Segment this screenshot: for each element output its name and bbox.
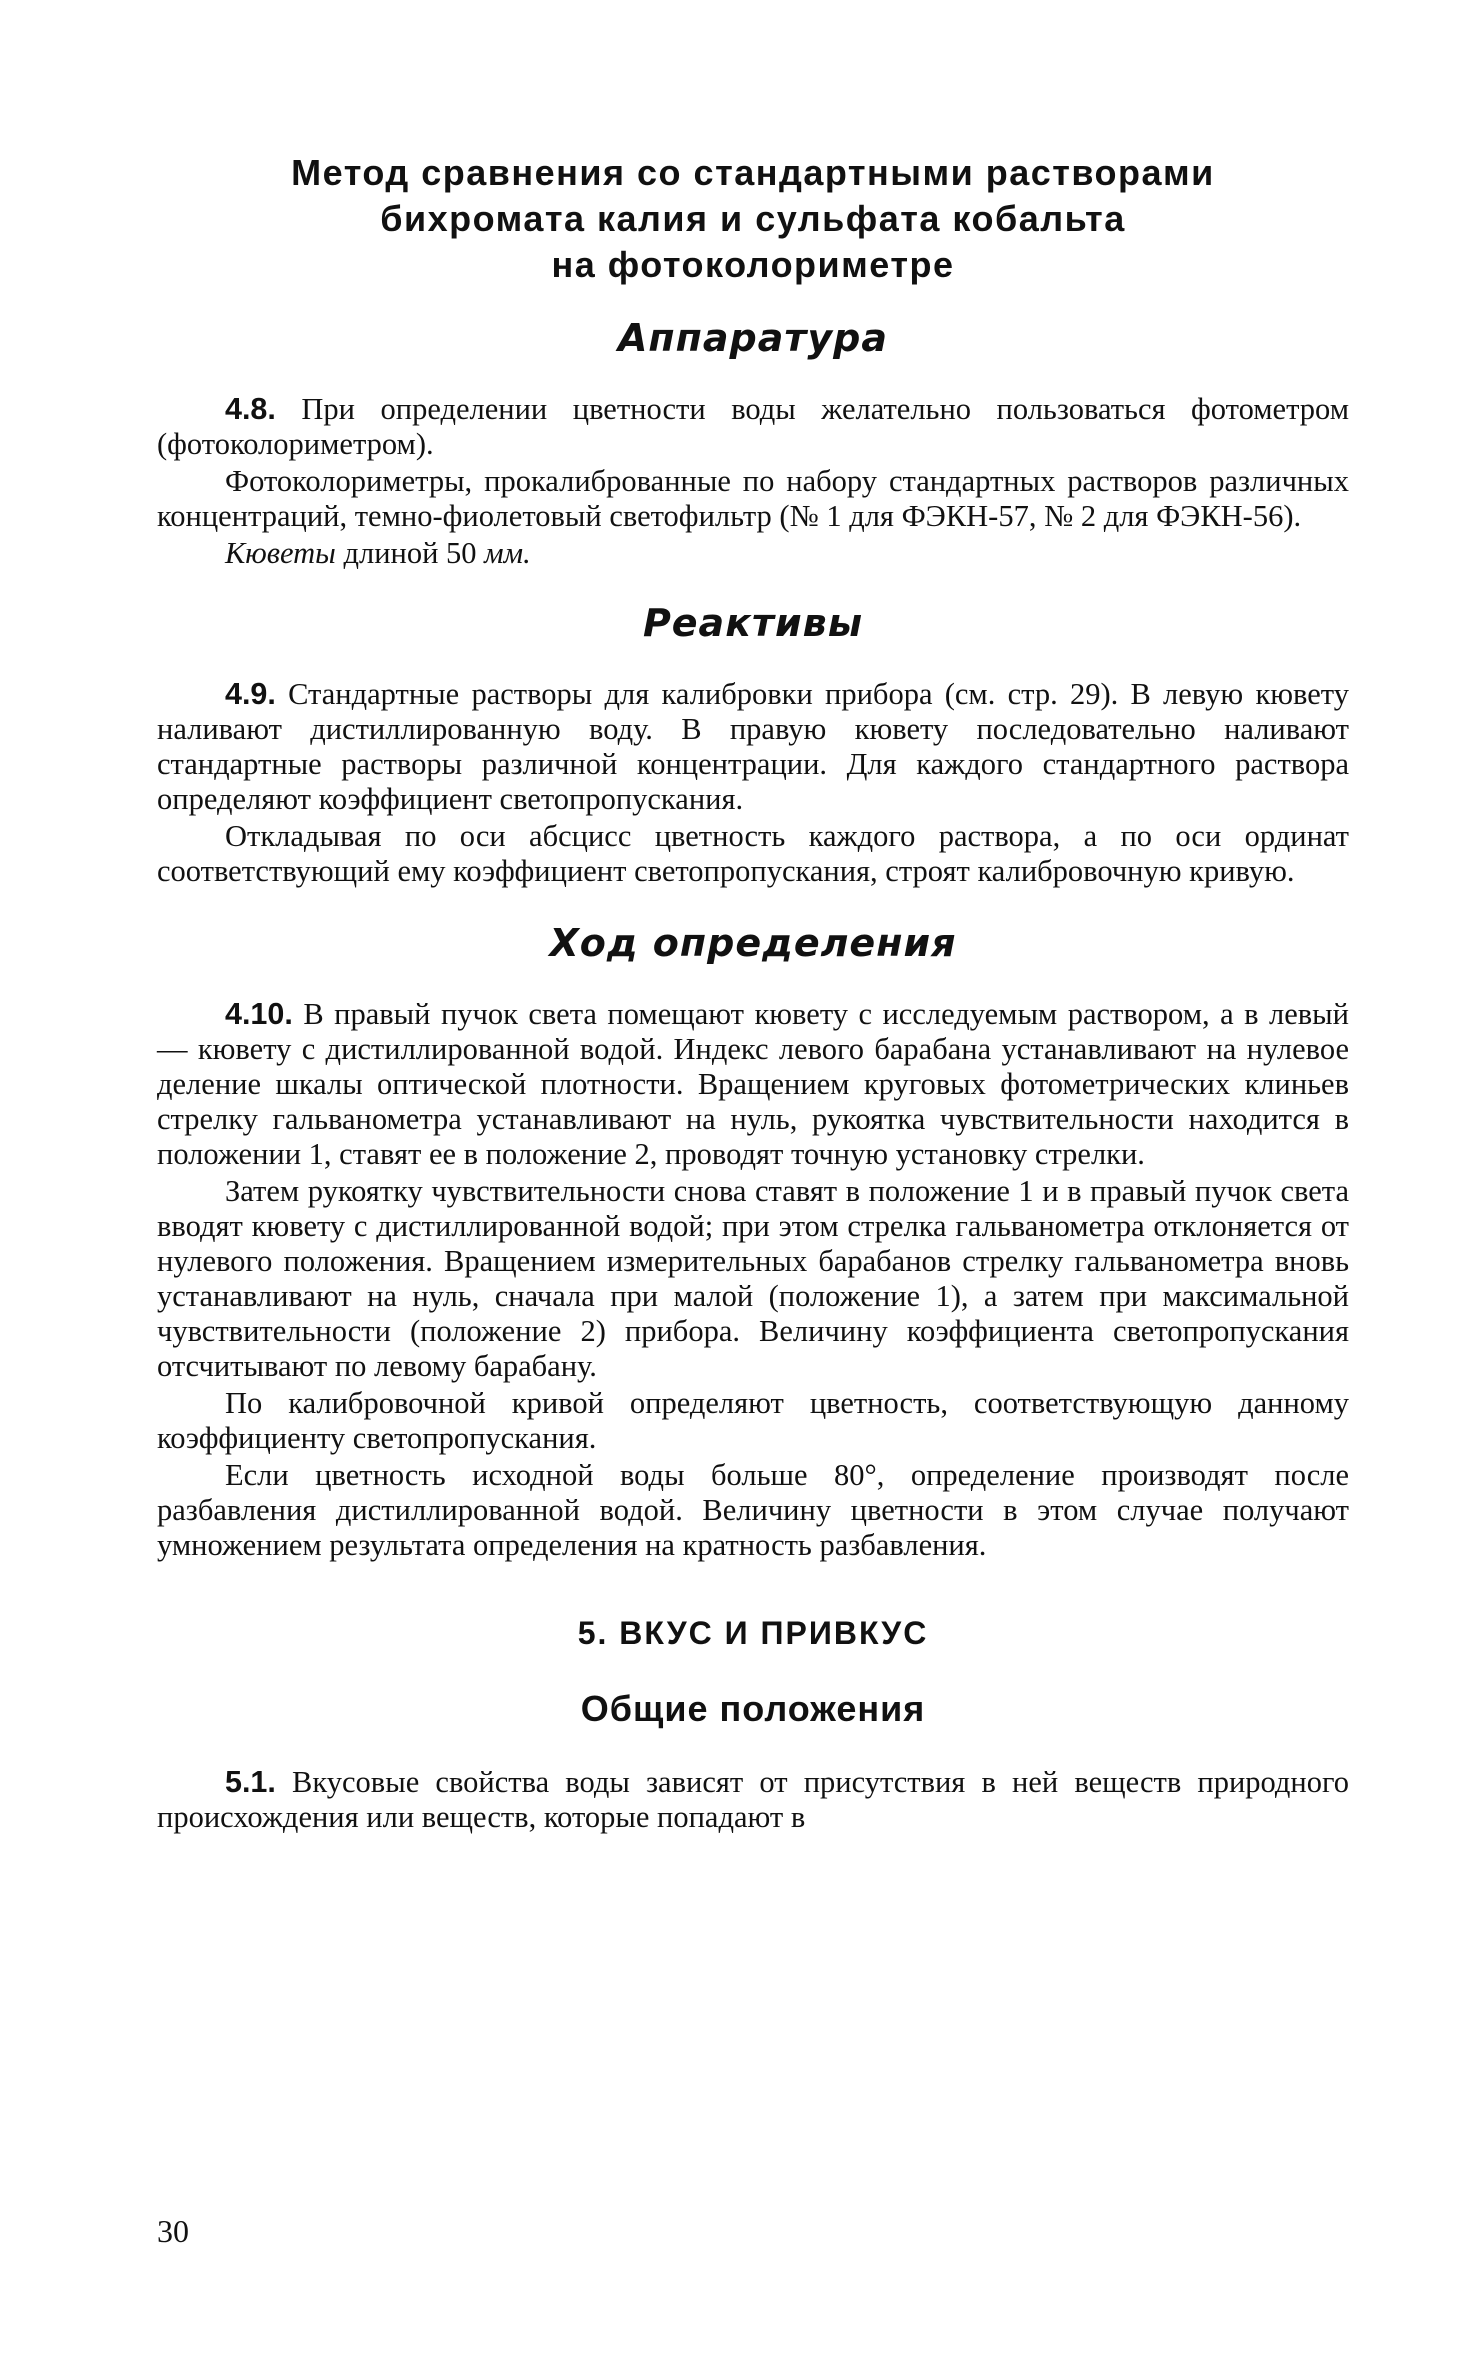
paragraph-determine-color: По калибровочной кривой определяют цветность, соответствующую данному коэффициенту светопропускания. (157, 1386, 1349, 1455)
paragraph-4-9 (157, 677, 1349, 817)
title-line-2: бихромата калия и сульфата кобальта (380, 198, 1126, 239)
paragraph-4-10 (157, 997, 1349, 1172)
clause-number: 5.1. (225, 1765, 276, 1799)
apparatus-heading: Аппаратура (617, 316, 889, 360)
document-title (157, 150, 1349, 288)
paragraph-5-1 (157, 1765, 1349, 1835)
paragraph-cuvettes (157, 536, 1349, 571)
paragraph-text: При определении цветности воды желательно пользоваться фотометром (фотоколориметром). (157, 392, 1349, 461)
clause-number: 4.8. (225, 392, 276, 426)
procedure-heading: Ход определения (549, 921, 957, 965)
unit-mm: мм. (484, 536, 531, 570)
paragraph-text: Вкусовые свойства воды зависят от присутствия в ней веществ природного происхождения или веществ, которые попадают в (157, 1765, 1349, 1834)
paragraph-text: Стандартные растворы для калибровки прибора (см. стр. 29). В левую кювету наливают дистиллированную воду. В правую кювету последовательно наливают стандартные растворы различной концентрации. Для каждого стандартного раствора определяют коэффициент светопропускания. (157, 677, 1349, 816)
title-line-1: Метод сравнения со стандартными растворами (291, 152, 1215, 193)
section-5-subtitle: Общие положения (580, 1688, 926, 1729)
paragraph-text: длиной 50 (335, 536, 485, 570)
paragraph-text: В правый пучок света помещают кювету с исследуемым раствором, а в левый — кювету с дистиллированной водой. Индекс левого барабана устанавливают на нулевое деление шкалы оптической плотности. Вращением круговых фотометрических клиньев стрелку гальванометра устанавливают на нуль, рукоятка чувствительности находится в положении 1, ставят ее в положение 2, проводят точную установку стрелки. (157, 997, 1349, 1171)
paragraph-4-8 (157, 392, 1349, 462)
page-number: 30 (157, 2213, 189, 2249)
cuvettes-term: Кюветы (225, 536, 336, 570)
clause-number: 4.9. (225, 677, 276, 711)
paragraph-calibration-curve: Откладывая по оси абсцисс цветность каждого раствора, а по оси ординат соответствующий ему коэффициент светопропускания, строят калибровочную кривую. (157, 819, 1349, 888)
section-5-title: 5. ВКУС И ПРИВКУС (577, 1615, 929, 1651)
reagents-heading: Реактивы (642, 601, 864, 645)
paragraph-photocolorimeters: Фотоколориметры, прокалиброванные по набору стандартных растворов различных концентраций, темно-фиолетовый светофильтр (№ 1 для ФЭКН-57, № 2 для ФЭКН-56). (157, 464, 1349, 533)
paragraph-sensitivity: Затем рукоятку чувствительности снова ставят в положение 1 и в правый пучок света вводят кювету с дистиллированной водой; при этом стрелка гальванометра отклоняется от нулевого положения. Вращением измерительных барабанов стрелку гальванометра вновь устанавливают на нуль, сначала при малой (положение 1), а затем при максимальной чувствительности (положение 2) прибора. Величину коэффициента светопропускания отсчитывают по левому барабану. (157, 1174, 1349, 1383)
clause-number: 4.10. (225, 997, 293, 1031)
page-body (157, 150, 1349, 1835)
paragraph-dilution: Если цветность исходной воды больше 80°, определение производят после разбавления дистиллированной водой. Величину цветности в этом случае получают умножением результата определения на кратность разбавления. (157, 1458, 1349, 1562)
title-line-3: на фотоколориметре (551, 244, 955, 285)
